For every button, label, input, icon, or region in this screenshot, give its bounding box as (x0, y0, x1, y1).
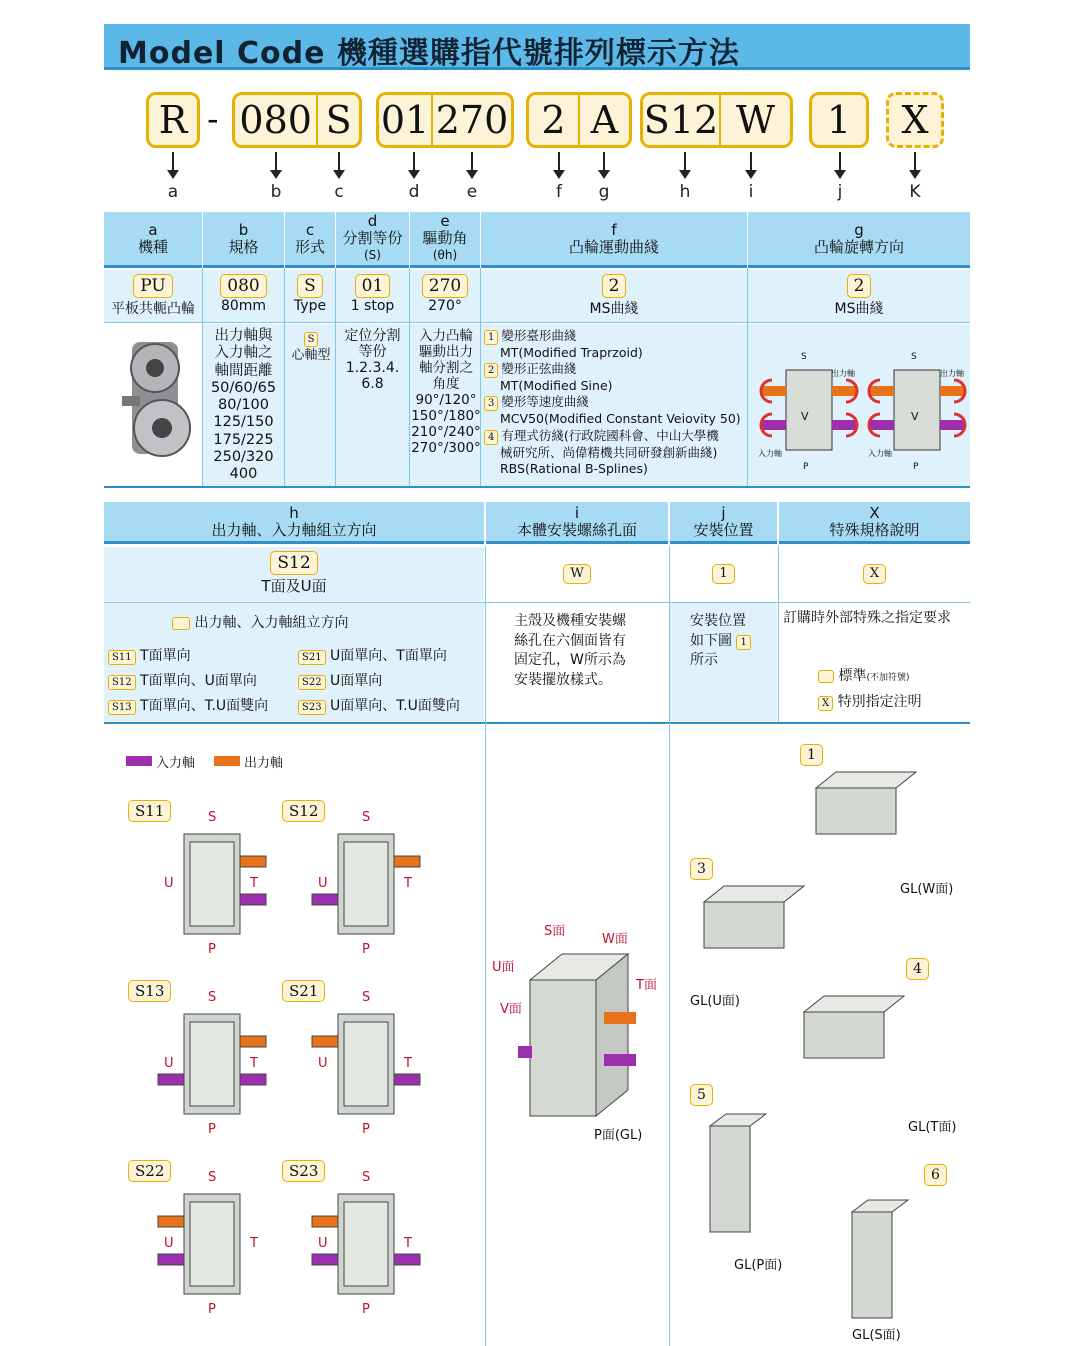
code-arrow (172, 152, 174, 170)
curve-text: 械研究所、尚偉精機共同研發創新曲綫) (500, 444, 718, 460)
p-label: P (362, 1122, 370, 1137)
w-face-label: W面 (602, 932, 628, 947)
output-shaft (312, 1216, 338, 1227)
desc-line: 125/150 (213, 414, 274, 431)
curve-text: 變形正弦曲綫 (501, 361, 577, 377)
header-j: j 安裝位置 (670, 502, 777, 544)
output-legend-swatch (214, 756, 240, 766)
spec-description (203, 328, 284, 484)
input-label: 入力軸 (868, 449, 892, 458)
code-seg: S12 (643, 98, 719, 142)
desc-line: 270°/300° (411, 440, 481, 456)
desc-line: 6.8 (361, 376, 384, 392)
assembly-text: T面單向、U面單向 (140, 673, 257, 689)
u-label: U (318, 1056, 328, 1071)
t-face-label: T面 (636, 978, 657, 993)
header-i: i 本體安裝螺絲孔面 (486, 502, 668, 544)
assembly-code: S21 (298, 650, 326, 665)
angle-description (410, 328, 482, 456)
x-standard: 標準(不加符號) (818, 668, 909, 687)
curve-item-line (484, 428, 746, 445)
gl-face-label: GL(U面) (690, 994, 740, 1009)
s-label: S (208, 990, 217, 1005)
curve-text: 變形等速度曲綫 (501, 394, 589, 410)
code-seg: 270 (431, 95, 511, 145)
t-label: T (404, 1236, 412, 1251)
h-example: S12 T面及U面 (104, 547, 484, 601)
desc-line: 入力凸輪 (419, 328, 473, 344)
curve-item-line (484, 345, 746, 361)
t-label: T (404, 1056, 412, 1071)
position-number-tag: 1 (800, 744, 823, 766)
code-box-k (886, 92, 944, 148)
gl-face-label: GL(S面) (852, 1328, 901, 1343)
code-seg: W (719, 95, 790, 145)
tag-cell: S Type (293, 276, 327, 314)
position-diagram (704, 1110, 814, 1240)
input-legend-swatch (126, 756, 152, 766)
code-letter: j (837, 182, 843, 202)
code-box-de (376, 92, 514, 148)
input-shaft (312, 894, 338, 905)
desc-line: 絲孔在六個面皆有 (514, 632, 626, 649)
gl-face-label: GL(W面) (900, 882, 954, 897)
assembly-code: S23 (298, 700, 326, 715)
direction-code-tag: S23 (282, 1160, 325, 1182)
curve-text: RBS(Rational B-Splines) (500, 460, 648, 476)
header-f: f 凸輪運動曲綫 (481, 212, 747, 268)
position-number-tag: 6 (924, 1164, 947, 1186)
p-label: P (803, 462, 809, 472)
p-label: P (913, 462, 919, 472)
p-label: P (208, 1302, 216, 1317)
code-letter: e (466, 182, 478, 202)
desc-line: 90°/120° (415, 392, 477, 408)
i-example: W (486, 562, 668, 584)
code-seg: 1 (826, 98, 852, 142)
desc-line: 驅動出力 (419, 344, 473, 360)
gearbox-face (190, 842, 234, 926)
code-arrow (914, 152, 916, 170)
u-face-label: U面 (492, 960, 515, 975)
curve-text: 變形臺形曲綫 (501, 328, 577, 343)
tag-cell: 270 270° (410, 274, 480, 314)
input-shaft (394, 1254, 420, 1265)
s-label: S (362, 1170, 371, 1185)
s-label: S (801, 352, 807, 362)
v-label: V (801, 410, 809, 423)
assembly-text: U面單向、T.U面雙向 (330, 698, 460, 714)
code-box-j (809, 92, 869, 148)
t-label: T (250, 1056, 258, 1071)
code-box-hi (640, 92, 793, 148)
direction-code-tag: S21 (282, 980, 325, 1002)
position-number-tag: 5 (690, 1084, 713, 1106)
input-shaft (312, 1254, 338, 1265)
code-letter: K (909, 182, 921, 202)
code-letter: a (167, 182, 179, 202)
curve-description (484, 328, 746, 477)
gearbox-face (344, 842, 388, 926)
output-shaft (240, 856, 266, 867)
curve-item-line (484, 328, 746, 345)
desc-line: 軸分割之 (419, 360, 473, 376)
p-face-gl-label: P面(GL) (594, 1128, 643, 1143)
code-arrow (471, 152, 473, 170)
direction-code-tag: S13 (128, 980, 171, 1002)
title-banner (104, 24, 970, 70)
t-label: T (250, 1236, 258, 1251)
x-example: X (779, 562, 970, 584)
tag-cell: 2 MS曲綫 (589, 276, 639, 317)
gearbox-face (344, 1022, 388, 1106)
face-label-box (506, 940, 656, 1120)
header-b: b 規格 (203, 212, 284, 268)
s-label: S (911, 352, 917, 362)
assembly-code: S11 (108, 650, 136, 665)
direction-code-tag: S22 (128, 1160, 171, 1182)
assembly-option (108, 648, 191, 665)
desc-line: 50/60/65 (210, 379, 277, 396)
u-label: U (164, 876, 174, 891)
s-label: S (362, 810, 371, 825)
tag-cell: 01 1 stop (350, 276, 395, 314)
gl-face-label: GL(T面) (908, 1120, 957, 1135)
position-diagram (800, 990, 910, 1080)
gearbox-face (344, 1202, 388, 1286)
assembly-code: S22 (298, 675, 326, 690)
code-seg: 01 (380, 98, 430, 142)
input-shaft (158, 1254, 184, 1265)
header-h: h 出力軸、入力軸組立方向 (104, 502, 484, 544)
curve-text: 有理式彷綫(行政院國科會、中山大學機 (501, 427, 719, 443)
header-d: d 分割等份 (S) (336, 212, 409, 268)
code-letter: c (334, 182, 344, 202)
desc-line: 安裝擺放樣式。 (514, 671, 612, 688)
gearbox-face (190, 1022, 234, 1106)
desc-line: 150°/180° (411, 408, 481, 424)
assembly-text: T面單向、T.U面雙向 (140, 698, 269, 714)
curve-item-line (484, 378, 746, 394)
p-label: P (208, 1122, 216, 1137)
code-dash: - (207, 100, 219, 138)
input-shaft (158, 1074, 184, 1085)
assembly-code: S13 (108, 700, 136, 715)
input-shaft (240, 894, 266, 905)
desc-line: 250/320 (213, 449, 274, 466)
header-x: X 特殊規格說明 (779, 502, 970, 544)
i-description (514, 612, 664, 690)
desc-line: 固定孔，W所示為 (514, 652, 626, 668)
code-arrow (413, 152, 415, 170)
assembly-option (108, 673, 257, 690)
h-detail-title: 出力軸、入力軸組立方向 (172, 612, 348, 632)
desc-line: 1.2.3.4. (345, 360, 400, 376)
assembly-option (298, 673, 382, 690)
curve-number: 3 (484, 396, 498, 411)
code-seg: X (901, 98, 929, 142)
v-label: V (911, 410, 919, 423)
desc-line: 80/100 (217, 397, 269, 414)
direction-code-tag: S12 (282, 800, 325, 822)
desc-line: 定位分割 (344, 328, 401, 344)
desc-line: 出力軸與 (214, 328, 273, 344)
tag-cell: 080 80mm (220, 276, 267, 314)
cam-machine-image (118, 334, 198, 469)
curve-number: 2 (484, 363, 498, 378)
output-shaft (394, 856, 420, 867)
u-label: U (164, 1056, 174, 1071)
curve-item-line (484, 445, 746, 461)
input-shaft (394, 1074, 420, 1085)
output-shaft (240, 1036, 266, 1047)
input-label: 入力軸 (758, 449, 782, 458)
output-shaft (158, 1216, 184, 1227)
code-box-bc (232, 92, 362, 148)
curve-item-line (484, 361, 746, 378)
t-label: T (250, 876, 258, 891)
desc-line: 等份 (358, 344, 387, 360)
code-letter: g (598, 182, 610, 202)
assembly-option (108, 698, 268, 715)
p-label: P (362, 942, 370, 957)
curve-number: 1 (484, 330, 498, 345)
assembly-option (298, 648, 447, 665)
code-letter: h (679, 182, 691, 202)
s-face-label: S面 (544, 924, 566, 939)
header-e: e 驅動角 (θh) (410, 212, 480, 268)
desc-line: 175/225 (213, 431, 274, 448)
curve-item-line (484, 461, 746, 477)
code-arrow (275, 152, 277, 170)
gl-face-label: GL(P面) (734, 1258, 783, 1273)
u-label: U (318, 876, 328, 891)
curve-text: MCV50(Modified Constant Veiovity 50) (500, 411, 741, 427)
position-diagram (700, 880, 810, 970)
assembly-text: U面單向、T面單向 (330, 648, 447, 664)
position-diagram (846, 1196, 956, 1326)
type-description: S 心軸型 (291, 334, 331, 363)
code-arrow (750, 152, 752, 170)
assembly-option (298, 698, 460, 715)
p-label: P (208, 942, 216, 957)
curve-text: MT(Modified Traprzoid) (500, 345, 643, 360)
output-label: 出力軸 (831, 369, 855, 378)
division-description (336, 328, 409, 392)
code-seg: S (316, 95, 359, 145)
code-letter: i (748, 182, 754, 202)
page-title: Model Code 機種選購指代號排列標示方法 (118, 36, 740, 71)
output-label: 出力軸 (940, 369, 964, 378)
code-arrow (338, 152, 340, 170)
output-shaft (312, 1036, 338, 1047)
s-label: S (208, 1170, 217, 1185)
t-label: T (404, 876, 412, 891)
output-legend-label: 出力軸 (244, 756, 284, 771)
p-label: P (362, 1302, 370, 1317)
s-label: S (362, 990, 371, 1005)
j-example: 1 (670, 562, 777, 584)
curve-item-line (484, 411, 746, 427)
tag-cell: PU 平板共軛凸輪 (111, 276, 195, 317)
desc-line: 400 (229, 466, 258, 483)
x-description: 訂購時外部特殊之指定要求 (783, 610, 951, 626)
rotation-diagram (752, 350, 968, 476)
gearbox-face (190, 1202, 234, 1286)
header-g: g 凸輪旋轉方向 (748, 212, 970, 268)
code-arrow (558, 152, 560, 170)
curve-number: 4 (484, 430, 498, 445)
assembly-text: T面單向 (140, 648, 191, 664)
desc-line: 角度 (432, 376, 460, 392)
u-label: U (318, 1236, 328, 1251)
u-label: U (164, 1236, 174, 1251)
code-arrow (839, 152, 841, 170)
code-letter: b (270, 182, 282, 202)
position-number-tag: 4 (906, 958, 929, 980)
code-seg: R (158, 98, 188, 142)
header-c: c 形式 (285, 212, 335, 268)
v-face-label: V面 (500, 1002, 522, 1017)
code-seg: 2 (541, 98, 566, 142)
desc-line: 主殼及機種安裝螺 (514, 613, 626, 629)
code-box-a (146, 92, 200, 148)
desc-line: 軸間距離 (214, 362, 273, 379)
code-seg: 080 (239, 98, 312, 142)
code-arrow (603, 152, 605, 170)
code-box-fg (526, 92, 632, 148)
assembly-code: S12 (108, 675, 136, 690)
assembly-text: U面單向 (330, 673, 383, 689)
desc-line: 210°/240° (411, 424, 481, 440)
header-a: a 機種 (104, 212, 202, 268)
j-description: 安裝位置 如下圖 1 所示 (690, 612, 776, 671)
x-special: X 特別指定注明 (818, 694, 922, 711)
code-letter: d (408, 182, 420, 202)
code-arrow (684, 152, 686, 170)
input-shaft (240, 1074, 266, 1085)
tag-cell: 2 MS曲綫 (834, 276, 884, 317)
curve-text: MT(Modified Sine) (500, 378, 613, 394)
code-letter: f (556, 182, 562, 202)
desc-line: 入力軸之 (214, 345, 273, 362)
s-label: S (208, 810, 217, 825)
input-legend-label: 入力軸 (156, 756, 196, 771)
position-diagram (812, 766, 922, 856)
code-seg: A (578, 95, 629, 145)
direction-code-tag: S11 (128, 800, 171, 822)
curve-item-line (484, 394, 746, 411)
position-number-tag: 3 (690, 858, 713, 880)
